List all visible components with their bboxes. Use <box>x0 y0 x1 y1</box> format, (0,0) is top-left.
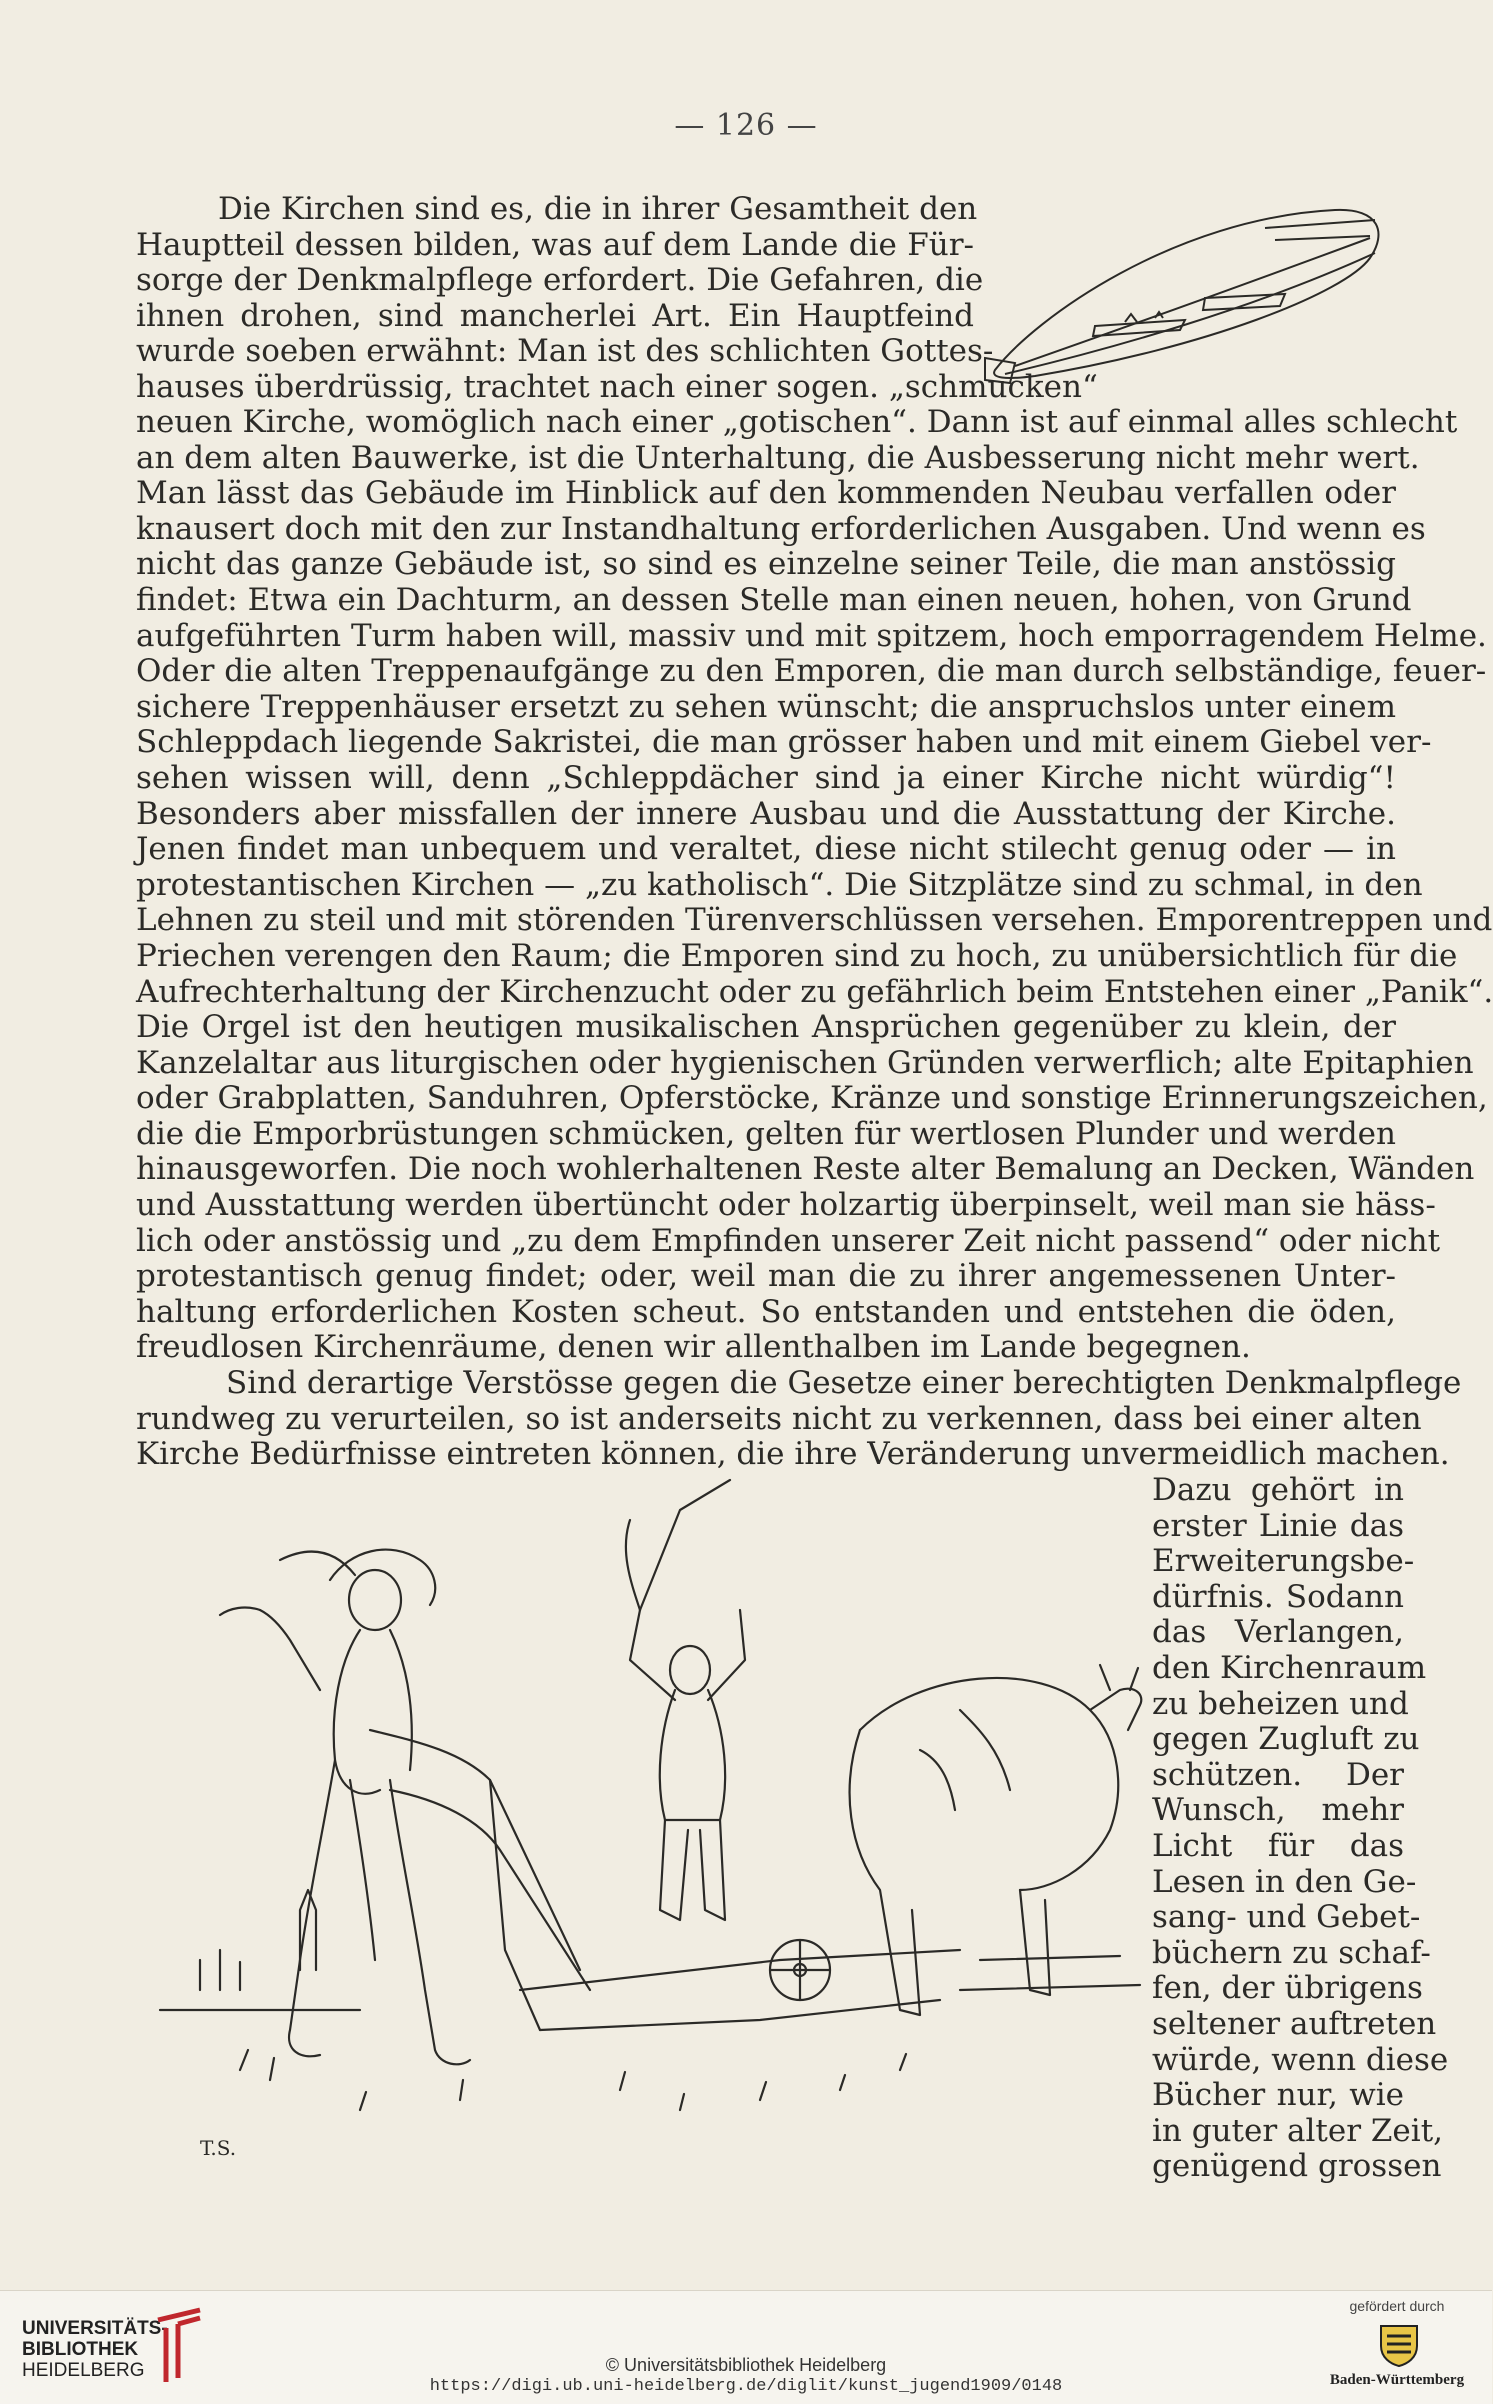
copyright-notice: © Universitätsbibliothek Heidelberg <box>605 2355 887 2375</box>
text-line: Oder die alten Treppenaufgänge zu den Emporen, die man durch selbständige, feuer- <box>136 653 1487 690</box>
text-line: würde, wenn diese <box>1152 2041 1449 2078</box>
baden-wuerttemberg-crest-icon[interactable] <box>1375 2318 1423 2368</box>
text-line: findet: Etwa ein Dachturm, an dessen Stelle man einen neuen, hohen, von Grund <box>136 581 1412 618</box>
text-line: sichere Treppenhäuser ersetzt zu sehen wünscht; die anspruchslos unter einem <box>136 688 1396 725</box>
text-line: das Verlangen, <box>1152 1614 1404 1651</box>
text-line: nicht das ganze Gebäude ist, so sind es einzelne seiner Teile, die man anstössig <box>136 546 1396 583</box>
text-line: schützen. Der <box>1152 1756 1404 1793</box>
text-line: an dem alten Bauwerke, ist die Unterhaltung, die Ausbesserung nicht mehr wert. <box>136 439 1420 476</box>
library-name-line: BIBLIOTHEK <box>22 2339 139 2360</box>
text-line: Schleppdach liegende Sakristei, die man grösser haben und mit einem Giebel ver- <box>136 724 1432 761</box>
text-line: Kanzelaltar aus liturgischen oder hygienischen Gründen verwerflich; alte Epitaphien <box>136 1044 1474 1081</box>
text-line: Lesen in den Ge- <box>1152 1863 1417 1900</box>
text-line: Wunsch, mehr <box>1152 1792 1404 1829</box>
text-line: Sind derartige Verstösse gegen die Gesetze einer berechtigten Denkmalpflege <box>226 1365 1462 1401</box>
text-line: protestantischen Kirchen — „zu katholisch“. Die Sitzplätze sind zu schmal, in den <box>136 866 1423 903</box>
text-line: ihnen drohen, sind mancherlei Art. Ein Hauptfeind <box>136 297 974 334</box>
text-line: Aufrechterhaltung der Kirchenzucht oder zu gefährlich beim Entstehen einer „Panik“. <box>136 973 1493 1010</box>
illustrator-monogram: T.S. <box>200 2136 237 2160</box>
text-line: hauses überdrüssig, trachtet nach einer sogen. „schmucken“ <box>136 368 1098 405</box>
text-line: dürfnis. Sodann <box>1152 1578 1404 1615</box>
text-line: freudlosen Kirchenräume, denen wir allenthalben im Lande begegnen. <box>136 1329 1251 1366</box>
paragraph-2-column <box>1152 1472 1449 2185</box>
text-line: sehen wissen will, denn „Schleppdächer sind ja einer Kirche nicht würdig“! <box>136 759 1396 796</box>
text-line: den Kirchenraum <box>1152 1649 1427 1686</box>
text-line: und Ausstattung werden übertüncht oder holzartig überpinselt, weil man sie häss- <box>136 1187 1436 1224</box>
text-line: aufgeführten Turm haben will, massiv und mit spitzem, hoch emporragendem Helme. <box>136 617 1487 654</box>
text-line: genügend grossen <box>1152 2148 1442 2185</box>
text-line: Erweiterungsbe- <box>1152 1543 1415 1580</box>
text-line: Jenen findet man unbequem und veraltet, diese nicht stilecht genug oder — in <box>136 831 1396 868</box>
text-line: erster Linie das <box>1152 1507 1404 1544</box>
text-line: knausert doch mit den zur Instandhaltung erforderlichen Ausgaben. Und wenn es <box>136 510 1426 547</box>
text-line: Licht für das <box>1152 1827 1404 1864</box>
funder-name: Baden-Württemberg <box>1329 2372 1465 2388</box>
library-name-line: HEIDELBERG <box>22 2360 145 2381</box>
text-line: haltung erforderlichen Kosten scheut. So entstanden und entstehen die öden, <box>136 1293 1396 1330</box>
library-name-line: UNIVERSITÄTS- <box>22 2318 168 2339</box>
text-line: hinausgeworfen. Die noch wohlerhaltenen Reste alter Bemalung an Decken, Wänden <box>136 1151 1475 1188</box>
text-line: protestantisch genug findet; oder, weil man die zu ihrer angemessenen Unter- <box>136 1258 1396 1295</box>
text-line: neuen Kirche, womöglich nach einer „gotischen“. Dann ist auf einmal alles schlecht <box>136 404 1458 440</box>
text-line: in guter alter Zeit, <box>1152 2112 1444 2149</box>
text-line: Hauptteil dessen bilden, was auf dem Lande die Für- <box>136 226 974 263</box>
paragraph-2-body <box>136 1365 1462 1473</box>
text-line: Die Orgel ist den heutigen musikalischen Ansprüchen gegenüber zu klein, der <box>136 1009 1396 1046</box>
plough-illustration <box>160 1490 1140 2170</box>
text-line: wurde soeben erwähnt: Man ist des schlichten Gottes- <box>136 333 994 370</box>
text-line: Besonders aber missfallen der innere Ausbau und die Ausstattung der Kirche. <box>136 795 1396 832</box>
text-line: zu beheizen und <box>1152 1685 1409 1722</box>
paragraph-1-body <box>136 404 1493 1366</box>
paragraph-1-top <box>136 191 1098 406</box>
text-line: Priechen verengen den Raum; die Emporen sind zu hoch, zu unübersichtlich für die <box>136 937 1458 974</box>
zeppelin-illustration <box>975 198 1395 398</box>
text-line: seltener auftreten <box>1152 2005 1437 2042</box>
text-line: rundweg zu verurteilen, so ist anderseits nicht zu verkennen, dass bei einer alten <box>136 1400 1422 1437</box>
text-line: Dazu gehört in <box>1152 1472 1404 1508</box>
text-line: Kirche Bedürfnisse eintreten können, die ihre Veränderung unvermeidlich machen. <box>136 1436 1450 1473</box>
text-line: sorge der Denkmalpflege erfordert. Die Gefahren, die <box>136 262 984 299</box>
text-line: lich oder anstössig und „zu dem Empfinden unserer Zeit nicht passend“ oder nicht <box>136 1222 1441 1259</box>
permalink-url[interactable]: https://digi.ub.uni-heidelberg.de/diglit/kunst_jugend1909/0148 <box>429 2377 1063 2396</box>
text-line: büchern zu schaf- <box>1152 1934 1431 1971</box>
text-line: gegen Zugluft zu <box>1152 1721 1420 1758</box>
page-number: — 126 — <box>674 108 818 143</box>
text-line: die die Emporbrüstungen schmücken, gelten für wertlosen Plunder und werden <box>136 1115 1396 1152</box>
text-line: sang- und Gebet- <box>1152 1899 1421 1936</box>
text-line: Man lässt das Gebäude im Hinblick auf den kommenden Neubau verfallen oder <box>136 475 1396 512</box>
text-line: fen, der übrigens <box>1152 1970 1423 2007</box>
text-line: oder Grabplatten, Sanduhren, Opferstöcke, Kränze und sonstige Erinnerungszeichen, <box>136 1080 1488 1117</box>
text-line: Die Kirchen sind es, die in ihrer Gesamtheit den <box>218 191 978 227</box>
funded-by-label: gefördert durch <box>1349 2298 1445 2314</box>
text-line: Bücher nur, wie <box>1152 2077 1404 2114</box>
text-line: Lehnen zu steil und mit störenden Türenverschlüssen versehen. Emporentreppen und <box>136 902 1493 939</box>
